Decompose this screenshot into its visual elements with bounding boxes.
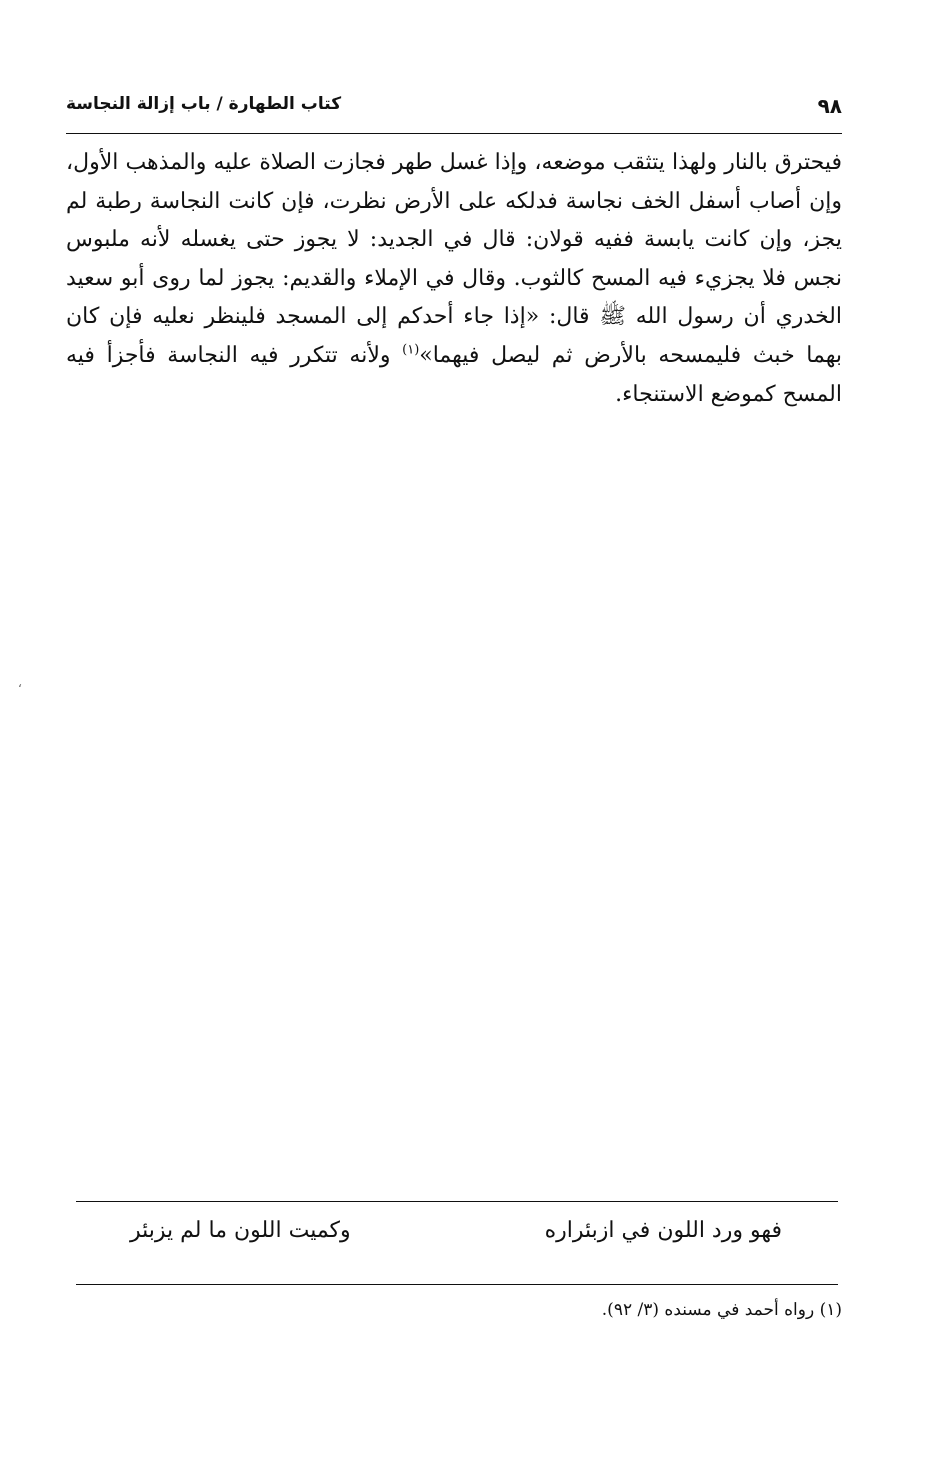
header-divider xyxy=(66,133,842,134)
footnote: (١) رواه أحمد في مسنده (٣/ ٩٢). xyxy=(601,1300,842,1320)
verse-second-hemistich: وكميت اللون ما لم يزبئر xyxy=(130,1218,351,1243)
scan-speck: ʻ xyxy=(18,682,22,696)
page-number: ٩٨ xyxy=(817,94,842,118)
main-paragraph: فيحترق بالنار ولهذا يتثقب موضعه، وإذا غسل طهر فجازت الصلاة عليه والمذهب الأول، وإن أصاب أسفل الخف نجاسة فدلكه على الأرض نظرت، فإن كانت النجاسة رطبة لم يجز، وإن كانت يابسة ففيه قولان: قال في الجديد: لا يجوز حتى يغسله لأنه ملبوس نجس فلا يجزيء فيه المسح كالثوب. وقال في الإملاء والقديم: يجوز لما روى أبو سعيد الخدري أن رسول الله ﷺ قال: «إذا جاء أحدكم إلى المسجد فلينظر نعليه فإن كان بهما خبث فليمسحه بالأرض ثم ليصل فيهما» xyxy=(66,150,842,368)
verse-divider-top xyxy=(76,1201,838,1202)
footnote-marker: (١) xyxy=(402,342,420,358)
poetry-verse xyxy=(100,1218,830,1258)
verse-first-hemistich: فهو ورد اللون في ازبئراره xyxy=(544,1218,782,1243)
footnote-divider xyxy=(76,1284,838,1285)
page-header xyxy=(66,86,842,126)
main-paragraph-end: ولأنه تتكرر فيه النجاسة فأجزأ فيه المسح كموضع الاستنجاء. xyxy=(66,342,842,407)
main-text xyxy=(66,144,842,414)
running-title: كتاب الطهارة / باب إزالة النجاسة xyxy=(66,94,342,114)
